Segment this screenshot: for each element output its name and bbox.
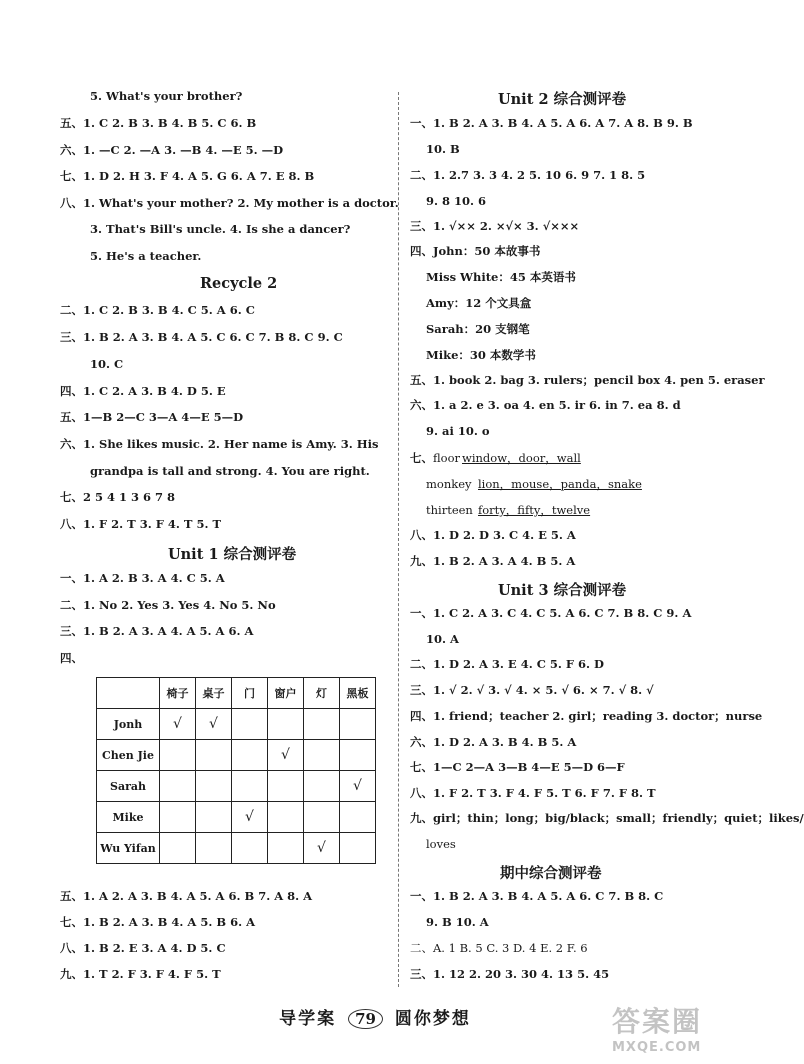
answer-line: 10. C — [90, 357, 124, 371]
watermark-logo — [612, 1000, 742, 1056]
answer-line: 六、1. D 2. A 3. B 4. B 5. A — [410, 735, 577, 749]
answer-line: 八、1. What's your mother? 2. My mother is a doctor. — [60, 196, 399, 210]
answer-line: loves — [426, 837, 456, 851]
answer-line: 三、1. √ 2. √ 3. √ 4. × 5. √ 6. × 7. √ 8. √ — [410, 683, 654, 697]
section-title-unit-2: Unit 2 综合测评卷 — [498, 91, 627, 108]
answer-line: 二、1. D 2. A 3. E 4. C 5. F 6. D — [410, 657, 605, 671]
section-title-recycle-2: Recycle 2 — [200, 275, 278, 292]
footer-right-text: 圆你梦想 — [394, 1009, 471, 1029]
table-cell — [268, 833, 304, 864]
table-cell — [160, 740, 196, 771]
table-cell-name: Mike — [97, 802, 160, 833]
table-header-row — [97, 678, 376, 709]
answer-line: 四、1. C 2. A 3. B 4. D 5. E — [60, 384, 226, 398]
table-cell — [340, 709, 376, 740]
answer-table — [96, 677, 376, 864]
table-header-cell: 窗户 — [268, 678, 304, 709]
check-mark: √ — [173, 716, 182, 732]
table-header-cell: 灯 — [304, 678, 340, 709]
table-row — [97, 833, 376, 864]
table-cell — [232, 802, 268, 833]
answer-line — [478, 477, 642, 491]
answer-line: 八、1. F 2. T 3. F 4. T 5. T — [60, 517, 222, 531]
watermark-title: 答案圈 — [612, 1005, 703, 1038]
answer-line: 10. B — [426, 142, 460, 156]
answer-line: 八、1. D 2. D 3. C 4. E 5. A — [410, 528, 576, 542]
check-mark: √ — [209, 716, 218, 732]
table-cell — [304, 709, 340, 740]
table-cell — [160, 709, 196, 740]
answer-line: grandpa is tall and strong. 4. You are right. — [90, 464, 370, 478]
watermark-url: MXQE.COM — [612, 1040, 702, 1055]
answer-line: 九、1. B 2. A 3. A 4. B 5. A — [410, 554, 576, 568]
answer-line: Sarah：20 支钢笔 — [426, 322, 530, 336]
answer-line: 9. 8 10. 6 — [426, 194, 487, 208]
table-cell — [340, 802, 376, 833]
answer-line: 六、1. She likes music. 2. Her name is Amy. 3. His — [60, 437, 379, 451]
table-header-cell: 黑板 — [340, 678, 376, 709]
answer-line: 八、1. F 2. T 3. F 4. F 5. T 6. F 7. F 8. T — [410, 786, 656, 800]
table-cell — [232, 709, 268, 740]
answer-line: 五、1. C 2. B 3. B 4. B 5. C 6. B — [60, 116, 257, 130]
answer-line: 八、1. B 2. E 3. A 4. D 5. C — [60, 941, 226, 955]
table-cell — [304, 771, 340, 802]
table-row — [97, 802, 376, 833]
answer-line: 9. B 10. A — [426, 915, 489, 929]
answer-line: 五、1. book 2. bag 3. rulers；pencil box 4. pen 5. eraser — [410, 373, 765, 387]
table-cell-name: Chen Jie — [97, 740, 160, 771]
answer-line: 三、1. 12 2. 20 3. 30 4. 13 5. 45 — [410, 967, 610, 981]
answer-line: 二、1. 2.7 3. 3 4. 2 5. 10 6. 9 7. 1 8. 5 — [410, 168, 646, 182]
answer-line: 三、1. B 2. A 3. A 4. A 5. A 6. A — [60, 624, 254, 638]
answer-line: 9. ai 10. o — [426, 424, 490, 438]
table-row — [97, 771, 376, 802]
answer-line: 三、1. √×× 2. ×√× 3. √××× — [410, 219, 580, 233]
footer-left-text: 导学案 — [279, 1009, 337, 1029]
answer-line: 五、1. A 2. A 3. B 4. A 5. A 6. B 7. A 8. A — [60, 889, 313, 903]
answer-line: 二、A. 1 B. 5 C. 3 D. 4 E. 2 F. 6 — [410, 941, 588, 955]
answer-line: Mike：30 本数学书 — [426, 348, 536, 362]
table-cell — [304, 802, 340, 833]
underlined-answer: forty，fifty，twelve — [478, 503, 591, 517]
answer-line: 六、1. —C 2. —A 3. —B 4. —E 5. —D — [60, 143, 284, 157]
answer-line: Amy：12 个文具盒 — [426, 296, 532, 310]
table-cell — [196, 833, 232, 864]
table-header-cell: 椅子 — [160, 678, 196, 709]
question-prefix: 七、 — [410, 451, 433, 465]
table-cell — [268, 771, 304, 802]
answer-line: 四、1. friend；teacher 2. girl；reading 3. doctor；nurse — [410, 709, 763, 723]
table-cell-name: Wu Yifan — [97, 833, 160, 864]
table-cell — [304, 833, 340, 864]
answer-line: 三、1. B 2. A 3. B 4. A 5. C 6. C 7. B 8. C 9. C — [60, 330, 343, 344]
word: floor — [433, 451, 461, 465]
answer-line: 3. That's Bill's uncle. 4. Is she a dancer? — [90, 222, 351, 236]
answer-line — [410, 451, 460, 465]
answer-line: 一、1. C 2. A 3. C 4. C 5. A 6. C 7. B 8. C 9. A — [410, 606, 692, 620]
column-divider — [398, 92, 399, 987]
answer-line: 六、1. a 2. e 3. oa 4. en 5. ir 6. in 7. ea 8. d — [410, 398, 681, 412]
table-cell — [196, 802, 232, 833]
answer-line: 七、2 5 4 1 3 6 7 8 — [60, 490, 176, 504]
table-cell — [160, 802, 196, 833]
table-cell — [340, 833, 376, 864]
answer-line: 一、1. B 2. A 3. B 4. A 5. A 6. C 7. B 8. C — [410, 889, 664, 903]
table-cell — [232, 833, 268, 864]
table-header-cell — [97, 678, 160, 709]
answer-line: 四、 — [60, 651, 83, 665]
table-header-cell: 门 — [232, 678, 268, 709]
answer-line: 五、1—B 2—C 3—A 4—E 5—D — [60, 410, 244, 424]
answer-line: 七、1. D 2. H 3. F 4. A 5. G 6. A 7. E 8. B — [60, 169, 315, 183]
answer-line: 5. He's a teacher. — [90, 249, 202, 263]
table-cell — [232, 740, 268, 771]
answer-line — [478, 503, 590, 517]
answer-line: 5. What's your brother? — [90, 89, 243, 103]
answer-line: Miss White：45 本英语书 — [426, 270, 576, 284]
table-cell — [340, 771, 376, 802]
check-mark: √ — [317, 840, 326, 856]
word: monkey — [426, 477, 472, 491]
table-cell — [196, 740, 232, 771]
table-cell-name: Sarah — [97, 771, 160, 802]
table-cell-name: Jonh — [97, 709, 160, 740]
answer-line: 二、1. No 2. Yes 3. Yes 4. No 5. No — [60, 598, 276, 612]
check-mark: √ — [245, 809, 254, 825]
table-cell — [268, 802, 304, 833]
underlined-answer: window，door，wall — [462, 451, 581, 465]
answer-line: 九、girl；thin；long；big/black；small；friendly；quiet；likes/ — [410, 811, 804, 825]
page-number: 79 — [348, 1009, 383, 1029]
check-mark: √ — [353, 778, 362, 794]
word: thirteen — [426, 503, 473, 517]
answer-line: 七、1—C 2—A 3—B 4—E 5—D 6—F — [410, 760, 625, 774]
answer-line: 二、1. C 2. B 3. B 4. C 5. A 6. C — [60, 303, 255, 317]
table-cell — [160, 771, 196, 802]
table-header-cell: 桌子 — [196, 678, 232, 709]
answer-line: 四、John：50 本故事书 — [410, 244, 541, 258]
table-cell — [160, 833, 196, 864]
table-row — [97, 709, 376, 740]
table-cell — [196, 771, 232, 802]
section-title-unit-3: Unit 3 综合测评卷 — [498, 582, 627, 599]
answer-line: 一、1. B 2. A 3. B 4. A 5. A 6. A 7. A 8. B 9. B — [410, 116, 693, 130]
section-title-unit-1: Unit 1 综合测评卷 — [168, 546, 297, 563]
answer-line — [462, 451, 581, 465]
check-mark: √ — [281, 747, 290, 763]
table-cell — [340, 740, 376, 771]
table-cell — [268, 740, 304, 771]
answer-line: 七、1. B 2. A 3. B 4. A 5. B 6. A — [60, 915, 255, 929]
table-cell — [304, 740, 340, 771]
table-cell — [196, 709, 232, 740]
section-title-midterm: 期中综合测评卷 — [500, 865, 602, 882]
answer-line: 10. A — [426, 632, 459, 646]
answer-line: 一、1. A 2. B 3. A 4. C 5. A — [60, 571, 225, 585]
underlined-answer: lion，mouse，panda，snake — [478, 477, 642, 491]
table-row — [97, 740, 376, 771]
table-cell — [232, 771, 268, 802]
table-cell — [268, 709, 304, 740]
answer-line: 九、1. T 2. F 3. F 4. F 5. T — [60, 967, 221, 981]
